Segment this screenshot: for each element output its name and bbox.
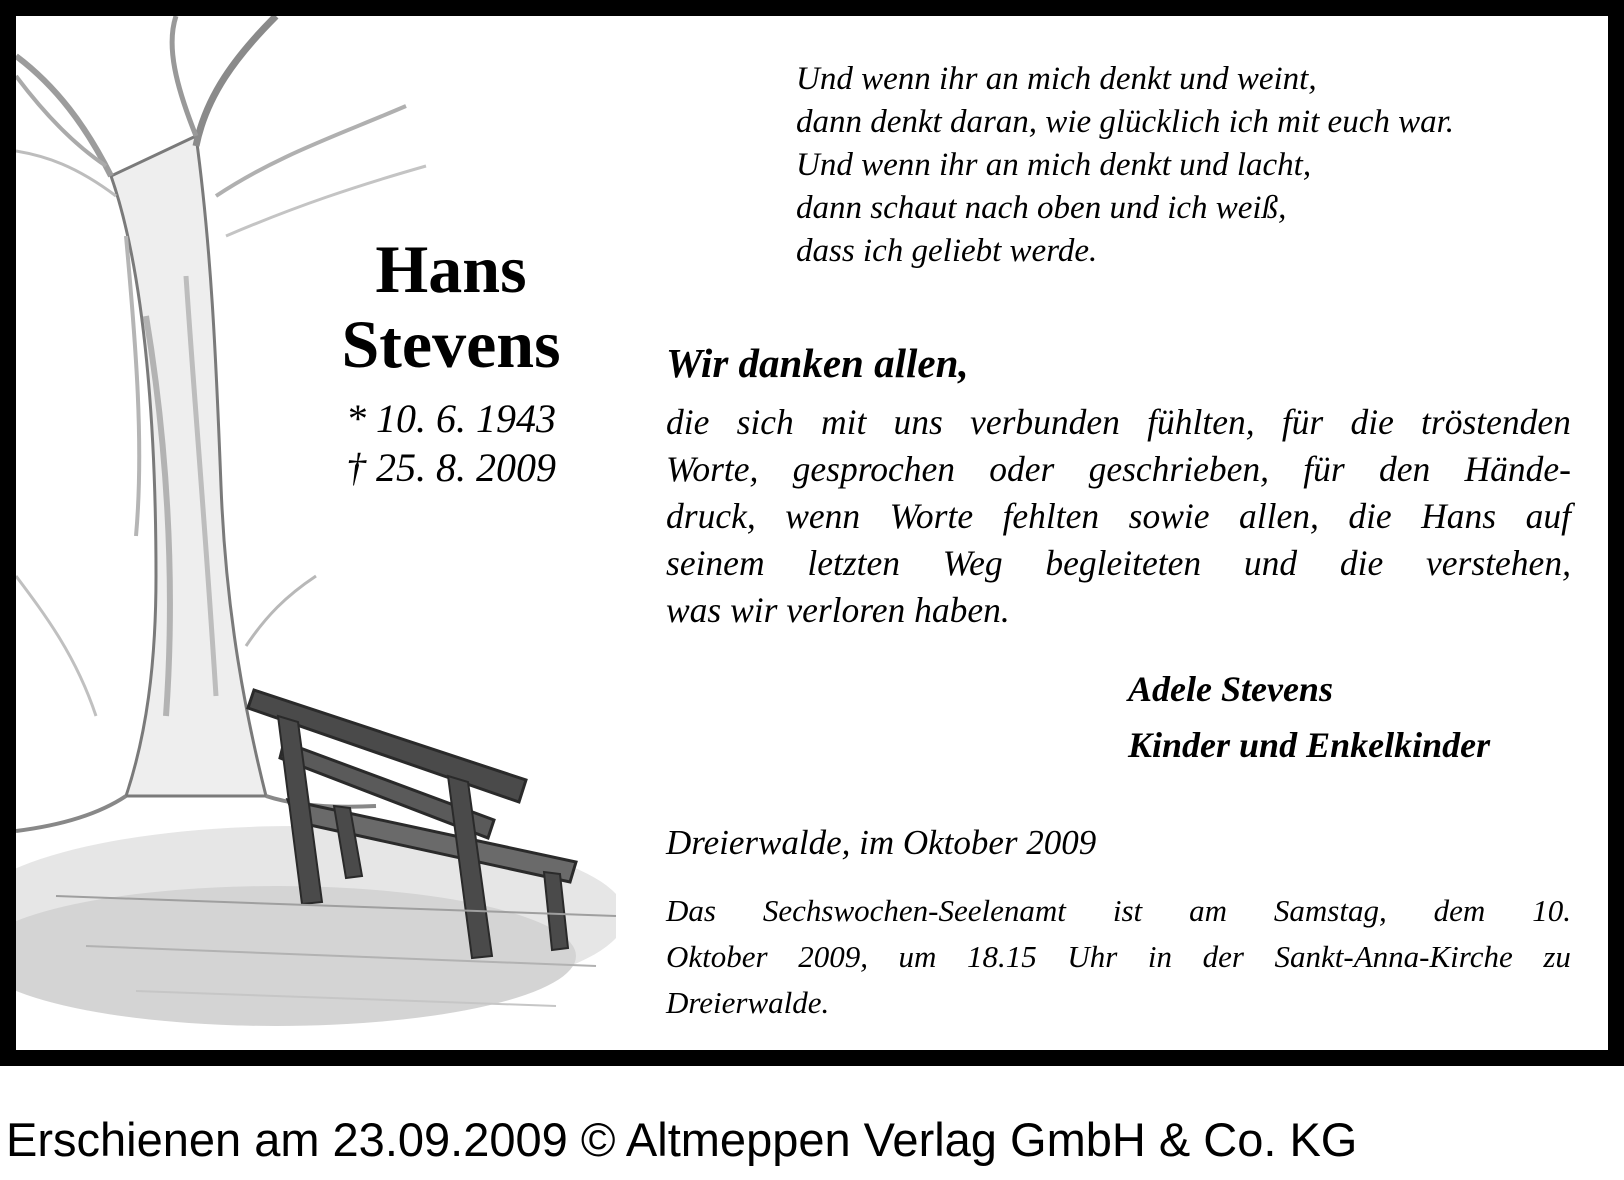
thanks-word: die	[1348, 496, 1392, 536]
birth-date: * 10. 6. 1943	[346, 396, 556, 441]
notice-word: 18.15	[967, 939, 1037, 974]
thanks-line	[666, 540, 1571, 587]
notice-word: 2009,	[798, 939, 868, 974]
notice-word: Sankt-Anna-Kirche	[1274, 939, 1513, 974]
thanks-word: verstehen,	[1426, 543, 1571, 583]
thanks-word: druck,	[666, 496, 756, 536]
publication-footer: Erschienen am 23.09.2009 © Altmeppen Verlag GmbH & Co. KG	[6, 1113, 1358, 1166]
thanks-word: Worte,	[666, 449, 759, 489]
thanks-word: für	[1303, 449, 1345, 489]
poem-line: dann denkt daran, wie glücklich ich mit euch war.	[796, 104, 1455, 140]
notice-word: Sechswochen-Seelenamt	[762, 893, 1066, 928]
thanks-word: fehlten	[1002, 496, 1100, 536]
poem	[796, 58, 1596, 273]
thanks-word: fühlten,	[1147, 402, 1255, 442]
thanks-word: Hände-	[1464, 449, 1571, 489]
thanks-word: auf	[1525, 496, 1571, 536]
thanks-line	[666, 399, 1571, 446]
notice-word: Dreierwalde.	[666, 985, 830, 1020]
signature-line: Adele Stevens	[1128, 669, 1333, 709]
notice-word: der	[1202, 939, 1244, 974]
notice-word: dem	[1433, 893, 1486, 928]
notice-word: in	[1147, 939, 1173, 974]
notice-word: ist	[1112, 893, 1143, 928]
signature-line: Kinder und Enkelkinder	[1128, 725, 1491, 765]
thanks-word: sich	[736, 402, 794, 442]
poem-line: dass ich geliebt werde.	[796, 233, 1098, 269]
notice-line	[666, 934, 1571, 980]
notice-word: 10.	[1532, 893, 1571, 928]
deceased-first-name: Hans	[375, 231, 527, 307]
poem-line: dann schaut nach oben und ich weiß,	[796, 190, 1287, 226]
thanks-word: verbunden	[970, 402, 1120, 442]
tree-bench-illustration	[16, 16, 616, 1050]
thanks-word: begleiteten	[1045, 543, 1202, 583]
thanks-body	[666, 399, 1571, 634]
thanks-word: tröstenden	[1421, 402, 1571, 442]
notice-word: zu	[1543, 939, 1571, 974]
notice-word: Oktober	[666, 939, 768, 974]
service-notice	[666, 888, 1571, 1026]
thanks-heading: Wir danken allen,	[666, 340, 969, 386]
thanks-word: die	[1350, 402, 1394, 442]
thanks-word: gesprochen	[792, 449, 955, 489]
thanks-word: und	[1243, 543, 1298, 583]
thanks-line	[666, 446, 1571, 493]
notice-word: Das	[666, 893, 716, 928]
death-date: † 25. 8. 2009	[346, 445, 556, 490]
thanks-word: die	[1339, 543, 1384, 583]
thanks-word: sowie	[1128, 496, 1210, 536]
place-date: Dreierwalde, im Oktober 2009	[666, 823, 1097, 862]
thanks-word: geschrieben,	[1088, 449, 1269, 489]
notice-word: am	[1189, 893, 1227, 928]
thanks-line	[666, 493, 1571, 540]
thanks-word: wenn	[785, 496, 861, 536]
thanks-word: den	[1378, 449, 1431, 489]
thanks-word: die	[666, 402, 710, 442]
thanks-word: allen,	[1238, 496, 1319, 536]
thanks-word: seinem	[666, 543, 765, 583]
thanks-word: mit	[820, 402, 867, 442]
thanks-word: Weg	[942, 543, 1003, 583]
notice-line	[666, 888, 1571, 934]
notice-line	[666, 980, 1571, 1026]
notice-word: um	[898, 939, 937, 974]
poem-line: Und wenn ihr an mich denkt und lacht,	[796, 147, 1312, 183]
thanks-word: Worte	[889, 496, 974, 536]
thanks-word: für	[1281, 402, 1324, 442]
thanks-word: Hans	[1421, 496, 1497, 536]
notice-word: Uhr	[1067, 939, 1118, 974]
thanks-word: uns	[893, 402, 943, 442]
thanks-line	[666, 587, 1571, 634]
thanks-word: letzten	[807, 543, 901, 583]
poem-line: Und wenn ihr an mich denkt und weint,	[796, 61, 1317, 97]
deceased-last-name: Stevens	[341, 306, 561, 382]
notice-word: Samstag,	[1273, 893, 1387, 928]
thanks-word: oder	[989, 449, 1055, 489]
thanks-word: was wir verloren haben.	[666, 590, 1010, 630]
